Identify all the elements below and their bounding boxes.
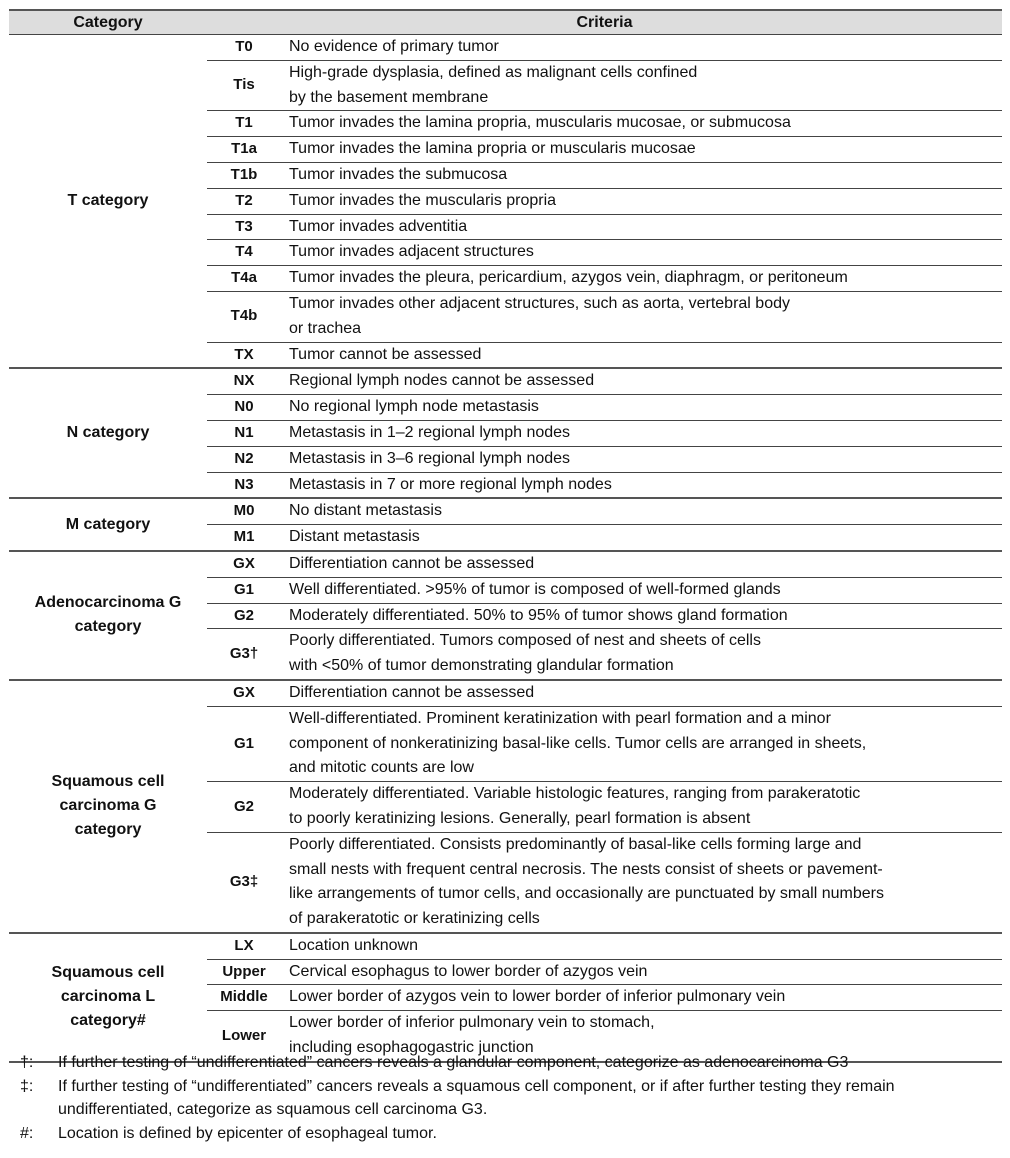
criteria-cell: High-grade dysplasia, defined as malignant cells confined by the basement membrane xyxy=(281,60,1002,111)
code-cell: G1 xyxy=(207,706,281,781)
table-row xyxy=(9,933,1002,959)
staging-table xyxy=(9,9,1002,1063)
code-cell: Middle xyxy=(207,985,281,1011)
footnote-text: Location is defined by epicenter of esophageal tumor. xyxy=(58,1124,437,1142)
criteria-cell: No evidence of primary tumor xyxy=(281,35,1002,61)
code-cell: GX xyxy=(207,551,281,577)
criteria-cell: Tumor invades the submucosa xyxy=(281,162,1002,188)
criteria-cell: Poorly differentiated. Tumors composed of nest and sheets of cells with <50% of tumor demonstrating glandular formation xyxy=(281,629,1002,680)
footnote-symbol: ‡: xyxy=(20,1077,34,1095)
criteria-cell: Tumor invades adventitia xyxy=(281,214,1002,240)
header-row xyxy=(9,10,1002,35)
code-cell: T1b xyxy=(207,162,281,188)
criteria-cell: Tumor invades the lamina propria, muscularis mucosae, or submucosa xyxy=(281,111,1002,137)
code-cell: N1 xyxy=(207,420,281,446)
criteria-cell: Distant metastasis xyxy=(281,525,1002,551)
criteria-cell: Well differentiated. >95% of tumor is composed of well-formed glands xyxy=(281,577,1002,603)
code-cell: N0 xyxy=(207,395,281,421)
criteria-cell: Tumor invades the pleura, pericardium, azygos vein, diaphragm, or peritoneum xyxy=(281,266,1002,292)
code-cell: NX xyxy=(207,368,281,394)
code-cell: T3 xyxy=(207,214,281,240)
criteria-cell: No regional lymph node metastasis xyxy=(281,395,1002,421)
code-cell: G3† xyxy=(207,629,281,680)
code-cell: G3‡ xyxy=(207,832,281,933)
header-criteria: Criteria xyxy=(207,10,1002,35)
code-cell: N2 xyxy=(207,446,281,472)
footnote xyxy=(20,1075,1000,1122)
header-category: Category xyxy=(9,10,207,35)
code-cell: G2 xyxy=(207,782,281,833)
code-cell: T4a xyxy=(207,266,281,292)
criteria-cell: Tumor invades other adjacent structures, such as aorta, vertebral body or trachea xyxy=(281,291,1002,342)
table-row xyxy=(9,368,1002,394)
footnote-text: If further testing of “undifferentiated” cancers reveals a glandular component, categorize as adenocarcinoma G3 xyxy=(58,1054,849,1071)
criteria-cell: Tumor invades adjacent structures xyxy=(281,240,1002,266)
table-row xyxy=(9,680,1002,706)
criteria-cell: Metastasis in 1–2 regional lymph nodes xyxy=(281,420,1002,446)
table-row xyxy=(9,551,1002,577)
code-cell: M1 xyxy=(207,525,281,551)
table-row xyxy=(9,498,1002,524)
code-cell: T1a xyxy=(207,137,281,163)
criteria-cell: Regional lymph nodes cannot be assessed xyxy=(281,368,1002,394)
category-cell: Adenocarcinoma G category xyxy=(9,551,207,680)
footnote xyxy=(20,1122,1000,1146)
code-cell: G1 xyxy=(207,577,281,603)
criteria-cell: Differentiation cannot be assessed xyxy=(281,551,1002,577)
footnote-symbol: †: xyxy=(20,1054,34,1071)
category-cell: Squamous cell carcinoma L category# xyxy=(9,933,207,1062)
code-cell: GX xyxy=(207,680,281,706)
criteria-cell: No distant metastasis xyxy=(281,498,1002,524)
code-cell: T1 xyxy=(207,111,281,137)
category-cell: Squamous cell carcinoma G category xyxy=(9,680,207,933)
category-cell: N category xyxy=(9,368,207,498)
criteria-cell: Metastasis in 7 or more regional lymph nodes xyxy=(281,472,1002,498)
criteria-cell: Metastasis in 3–6 regional lymph nodes xyxy=(281,446,1002,472)
code-cell: T0 xyxy=(207,35,281,61)
code-cell: Tis xyxy=(207,60,281,111)
code-cell: TX xyxy=(207,342,281,368)
criteria-cell: Lower border of inferior pulmonary vein to stomach, including esophagogastric junction xyxy=(281,1011,1002,1062)
code-cell: LX xyxy=(207,933,281,959)
footnote xyxy=(20,1051,1000,1075)
code-cell: G2 xyxy=(207,603,281,629)
footnotes xyxy=(20,1051,1000,1145)
criteria-cell: Cervical esophagus to lower border of azygos vein xyxy=(281,959,1002,985)
criteria-cell: Well-differentiated. Prominent keratinization with pearl formation and a minor component of nonkeratinizing basal-like cells. Tumor cells are arranged in sheets, and mitotic counts are low xyxy=(281,706,1002,781)
criteria-cell: Tumor invades the muscularis propria xyxy=(281,188,1002,214)
code-cell: N3 xyxy=(207,472,281,498)
code-cell: T4b xyxy=(207,291,281,342)
criteria-cell: Differentiation cannot be assessed xyxy=(281,680,1002,706)
code-cell: Lower xyxy=(207,1011,281,1062)
footnote-text: If further testing of “undifferentiated” cancers reveals a squamous cell component, or if after further testing they remain undifferentiated, categorize as squamous cell carcinoma G3. xyxy=(58,1077,895,1118)
category-cell: T category xyxy=(9,35,207,369)
criteria-cell: Poorly differentiated. Consists predominantly of basal-like cells forming large and small nests with frequent central necrosis. The nests consist of sheets or pavement- like arrangements of tumor cells, and occasionally are punctuated by small numbers of parakeratotic or keratinizing cells xyxy=(281,832,1002,933)
table-row xyxy=(9,35,1002,61)
criteria-cell: Tumor invades the lamina propria or muscularis mucosae xyxy=(281,137,1002,163)
criteria-cell: Tumor cannot be assessed xyxy=(281,342,1002,368)
footnote-symbol: #: xyxy=(20,1124,34,1142)
criteria-cell: Moderately differentiated. Variable histologic features, ranging from parakeratotic to poorly keratinizing lesions. Generally, pearl formation is absent xyxy=(281,782,1002,833)
criteria-cell: Moderately differentiated. 50% to 95% of tumor shows gland formation xyxy=(281,603,1002,629)
category-cell: M category xyxy=(9,498,207,551)
table-body xyxy=(9,35,1002,1062)
criteria-cell: Lower border of azygos vein to lower border of inferior pulmonary vein xyxy=(281,985,1002,1011)
code-cell: Upper xyxy=(207,959,281,985)
code-cell: M0 xyxy=(207,498,281,524)
code-cell: T4 xyxy=(207,240,281,266)
code-cell: T2 xyxy=(207,188,281,214)
criteria-cell: Location unknown xyxy=(281,933,1002,959)
